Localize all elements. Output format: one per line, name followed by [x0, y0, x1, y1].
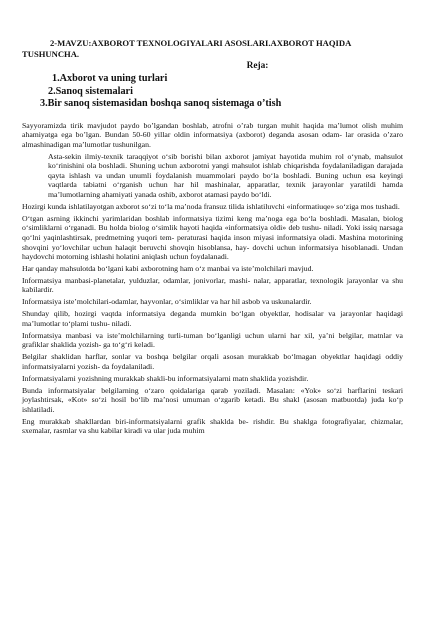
- paragraph: Hozirgi kunda ishlatilayotgan axborot so‘zi to‘la ma’noda fransuz tilida ishlatiluvchi «informatiuqe» so‘ziga mos tushadi.: [22, 201, 400, 211]
- document-body: [22, 121, 403, 436]
- paragraph: Eng murakkab shakllardan biri-informatsiyalarni grafik shaklda be- rishdir. Bu shaklga fotografiyalar, chizmalar, sxemalar, rasmlar va shu kabilar kiradi va ular juda muhim: [22, 416, 403, 436]
- plan-list: [22, 73, 403, 111]
- paragraph: Informatsiya manbasi va iste’molchilarning turli-tuman bo‘lganligi uchun ularni har xil, ya’ni belgilar, matnlar va grafiklar shaklida yozish- ga to‘g‘ri keladi.: [22, 330, 403, 350]
- document-title: 2-MAVZU:AXBOROT TEXNOLOGIYALARI ASOSLARI.AXBOROT HAQIDA TUSHUNCHA.: [22, 38, 351, 59]
- paragraph: Informatsiya manbasi-planetalar, yulduzlar, odamlar, jonivorlar, mashi- nalar, apparatlar, texnologik jarayonlar va shu kabilardir.: [22, 275, 403, 295]
- paragraph: Shunday qilib, hozirgi vaqtda informatsiya deganda mumkin bo‘lgan obyektlar, hodisalar va jarayonlar haqidagi ma’lumotlar to‘plami tushu- niladi.: [22, 309, 403, 328]
- plan-heading: Reja:: [246, 61, 269, 71]
- paragraph: Belgilar shaklidan harflar, sonlar va boshqa belgilar orqali asosan murakkab bo‘lmagan obyektlar haqidagi oddiy informatsiyalarni yozish- da foydalaniladi.: [22, 352, 403, 371]
- plan-item: 2.Sanoq sistemalari: [48, 85, 133, 97]
- paragraph: Informatsiya iste’molchilari-odamlar, hayvonlar, o‘simliklar va har hil asbob va uskunalardir.: [22, 297, 312, 307]
- paragraph: O‘tgan asrning ikkinchi yarimlaridan boshlab informatsiya tizimi keng ma’noga ega bo‘la boshladi. Masalan, biolog o‘simliklarni o‘rganadi. Bu holda biolog o‘simlik hayoti haqida «informatsiya oldi» deb tushu- niladi. Yoki issiq narsaga qo‘lni yaqinlashtirsak, predmetning yuqori tem- peraturasi haqida inson miyasi informatsiya oladi. Mashina motorining shovqini yo‘lovchilar uchun halaqit beruvchi shovqin hisoblansa, hay- dovchi uchun informatsiya hisoblanadi. Undan haydovchi motorning ishlashi holatini aniqlash uchun foydalanadi.: [22, 213, 403, 262]
- paragraph: Har qanday mahsulotda bo‘lgani kabi axborotning ham o‘z manbai va iste’molchilari mavjud.: [22, 264, 314, 273]
- paragraph: Sayyoramizda tirik mavjudot paydo bo’lgandan boshlab, atrofni o’rab turgan muhit haqida ma’lumot olish muhim ahamiyatga ega bo’lgan. Bundan 50-60 yillar oldin informatsiya (axborot) deganda asosan odam- lar orasida o’zaro almashinadigan ma’lumotlar tushunilgan.: [22, 120, 403, 149]
- plan-item: 1.Axborot va uning turlari: [52, 73, 168, 84]
- paragraph: Bunda informatsiyalar belgilarning o‘zaro qoidalariga qarab yoziladi. Masalan: «Yok» so‘zi harflarini teskari joylashtirsak, «Kot» so‘zi hosil bo‘lib ma’nosi umuman o‘zgarib ketadi. Bu shakl (asosan matbuotda) juda ko‘p ishlatiladi.: [22, 385, 403, 414]
- paragraph: Informatsiyalarni yozishning murakkab shakli-bu informatsiyalarni matn shaklida yozishdir.: [22, 373, 309, 383]
- plan-item: 3.Bir sanoq sistemasidan boshqa sanoq sistemaga o’tish: [40, 98, 282, 110]
- paragraph: Asta-sekin ilmiy-texnik taraqqiyot o‘sib borishi bilan axborot jamiyat hayotida muhim rol o‘ynab, mahsulot ko‘rinishini ola boshladi. Shuning uchun axborotni yangi mahsulot ishlab chiqarishda foydalaniladigan darajada qayta ishlash va undan unumli foydalanish muammolari paydo bo‘la boshladi. Buning uchun esa keyingi vaqtlarda tabiatni o‘rganish uchun har hil mashinalar, apparatlar, texnik jarayonlar yaratildi hamda ma’lumotlarning ahamiyati yanada oshib, axborot atamasi paydo bo‘ldi.: [48, 151, 403, 199]
